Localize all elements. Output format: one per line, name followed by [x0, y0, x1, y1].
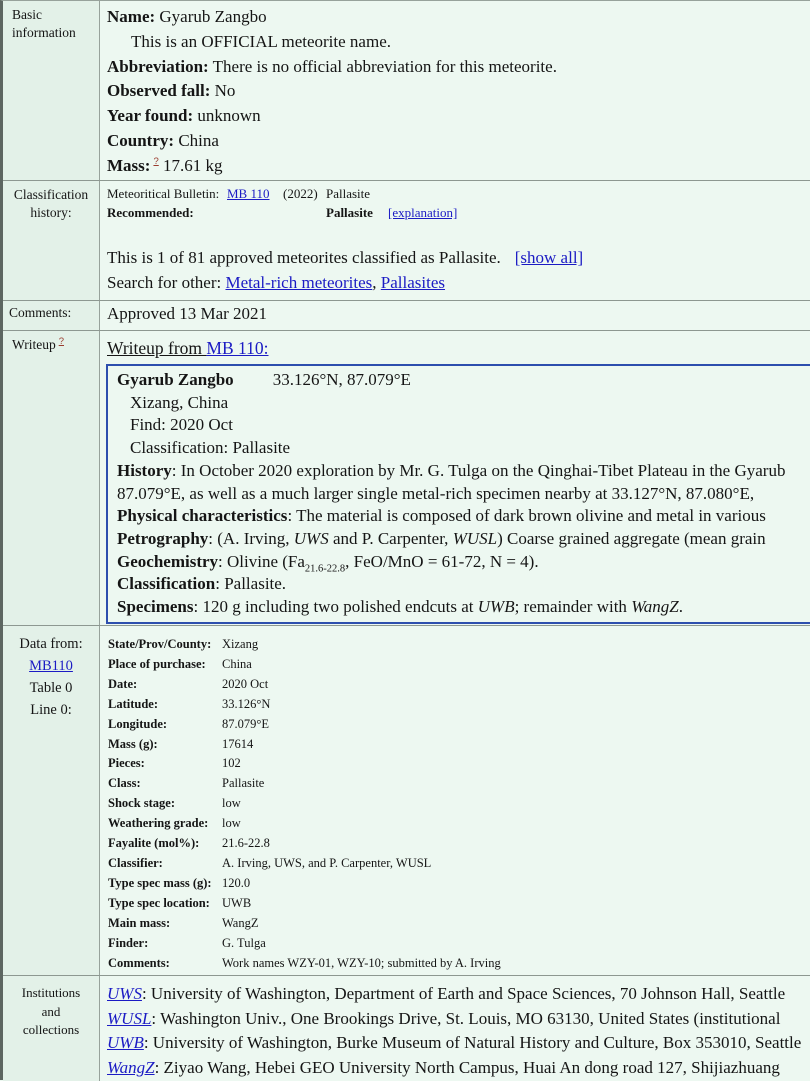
writeup-history-continued-line: 87.079°E, as well as a much larger single metal-rich specimen nearby at 33.127°N, 87.080°E,: [117, 483, 755, 503]
data-field-label: Date:: [108, 676, 138, 691]
help-icon[interactable]: ?: [58, 335, 64, 347]
row-label-line: Institutions: [21, 985, 81, 1000]
bulletin-year: (2022): [283, 186, 318, 201]
institution-row: [107, 1056, 810, 1081]
institution-abbr-link[interactable]: UWS: [107, 984, 142, 1003]
mass-value: 17.61 kg: [158, 155, 223, 175]
data-field-value: low: [222, 796, 241, 811]
recommended-label: Recommended:: [107, 205, 194, 220]
meteorite-name: Gyarub Zangbo: [117, 370, 234, 389]
row-label-line: Writeup: [12, 337, 56, 352]
writeup-classification-line: Classification: Pallasite: [130, 438, 291, 458]
data-field-row: [108, 675, 810, 695]
classified-count-text: This is 1 of 81 approved meteorites classified as Pallasite.: [107, 248, 501, 267]
abbreviation-label: Abbreviation:: [107, 56, 209, 76]
data-field-label: Pieces:: [108, 756, 145, 771]
data-field-value: WangZ: [222, 915, 259, 930]
data-from-text: Data from:: [19, 636, 83, 652]
data-field-label: Type spec mass (g):: [108, 875, 212, 890]
institutions-row: [3, 976, 810, 1081]
basic-information-content: [100, 1, 810, 180]
data-field-row: [108, 715, 810, 735]
data-field-label: Comments:: [108, 955, 170, 970]
writeup-content: [100, 331, 810, 625]
data-field-label: Mass (g):: [108, 736, 158, 751]
institution-abbr-link[interactable]: WangZ: [107, 1057, 155, 1077]
data-field-value: G. Tulga: [222, 935, 266, 950]
data-field-row: [108, 854, 810, 874]
data-field-value: China: [222, 656, 252, 671]
comments-row-label: Comments:: [3, 301, 100, 330]
data-field-label: Type spec location:: [108, 895, 210, 910]
explanation-link[interactable]: [explanation]: [388, 205, 458, 220]
data-from-row-label: [3, 626, 100, 975]
institution-abbr-link[interactable]: UWB: [107, 1033, 144, 1053]
institution-address: : University of Washington, Burke Museum of Natural History and Culture, Box 353010, Seattle: [143, 1033, 802, 1053]
basic-information-row: [3, 1, 810, 181]
data-field-row: [108, 894, 810, 914]
search-other-line: [107, 273, 445, 293]
abbreviation-field: [107, 55, 810, 80]
data-field-value: Pallasite: [222, 776, 265, 791]
row-label-line: Classification: [13, 187, 89, 202]
country-label: Country:: [107, 130, 175, 150]
data-field-label: Classifier:: [108, 855, 163, 870]
data-field-value: 21.6-22.8: [222, 836, 270, 851]
writeup-row: [3, 331, 810, 626]
basic-information-row-label: [3, 1, 100, 180]
recommended-class: Pallasite: [326, 205, 373, 220]
classified-count-line: [107, 248, 583, 268]
data-field-row: [108, 735, 810, 755]
data-field-row: [108, 934, 810, 954]
observed-fall-label: Observed fall:: [107, 81, 211, 101]
row-label-line: Basic: [12, 7, 42, 22]
data-field-value: 87.079°E: [222, 716, 270, 731]
data-field-label: Class:: [108, 776, 141, 791]
data-field-label: Weathering grade:: [108, 816, 209, 831]
institution-row: [107, 982, 810, 1007]
writeup-mb110-link[interactable]: MB 110:: [206, 338, 269, 358]
institutions-row-label: [3, 976, 100, 1081]
data-field-label: Longitude:: [108, 716, 168, 731]
institutions-content: [100, 976, 810, 1081]
name-field: [107, 5, 810, 30]
writeup-physical-line: Physical characteristics: The material is composed of dark brown olivine and metal in various: [117, 506, 766, 526]
year-found-value: unknown: [193, 106, 261, 126]
bulletin-link[interactable]: MB 110: [227, 186, 270, 201]
data-field-label: State/Prov/County:: [108, 637, 212, 651]
line-number: Line 0:: [30, 702, 72, 718]
classification-history-row-label: [3, 181, 100, 300]
writeup-title-line: [117, 369, 810, 392]
data-field-label: Finder:: [108, 935, 149, 950]
classification-history-row: [3, 181, 810, 301]
data-field-row: [108, 774, 810, 794]
data-field-value: 120.0: [222, 875, 251, 890]
row-label-line: and: [41, 1003, 61, 1019]
data-field-value: A. Irving, UWS, and P. Carpenter, WUSL: [222, 855, 432, 870]
abbreviation-value: There is no official abbreviation for this meteorite.: [208, 56, 557, 76]
data-field-row: [108, 655, 810, 675]
comments-row: [3, 301, 810, 331]
data-field-row: [108, 874, 810, 894]
bulletin-label: Meteoritical Bulletin:: [107, 186, 220, 201]
data-field-label: Fayalite (mol%):: [108, 836, 200, 851]
data-field-row: [108, 635, 810, 655]
help-icon[interactable]: ?: [153, 156, 159, 168]
search-separator: ,: [372, 273, 381, 292]
metal-rich-meteorites-link[interactable]: Metal-rich meteorites: [225, 273, 373, 292]
data-field-value: 33.126°N: [222, 696, 271, 711]
bulletin-class: Pallasite: [326, 186, 371, 201]
data-field-value: Work names WZY-01, WZY-10; submitted by A. Irving: [222, 955, 501, 970]
row-label-line: collections: [22, 1022, 80, 1037]
classification-history-content: [100, 181, 810, 300]
data-from-row: [3, 626, 810, 976]
data-field-label: Main mass:: [108, 915, 171, 930]
writeup-petrography-line: Petrography: (A. Irving, UWS and P. Carpenter, WUSL) Coarse grained aggregate (mean grain: [117, 528, 766, 548]
data-field-value: UWB: [222, 895, 252, 910]
data-field-row: [108, 834, 810, 854]
data-field-label: Place of purchase:: [108, 656, 206, 671]
institution-address: : University of Washington, Department of Earth and Space Sciences, 70 Johnson Hall, Seattle: [141, 984, 786, 1003]
institution-row: [107, 1007, 810, 1032]
data-field-row: [108, 954, 810, 974]
observed-fall-value: No: [210, 81, 236, 101]
writeup-box: [106, 364, 810, 624]
mb110-link[interactable]: MB110: [29, 658, 73, 674]
data-field-row: [108, 695, 810, 715]
official-name-note: This is an OFFICIAL meteorite name.: [131, 31, 391, 51]
pallasites-link[interactable]: Pallasites: [380, 273, 446, 292]
show-all-link[interactable]: [show all]: [514, 248, 584, 267]
country-field: [107, 129, 810, 154]
data-field-row: [108, 754, 810, 774]
row-label-line: history:: [30, 205, 72, 220]
observed-fall-field: [107, 79, 810, 104]
row-label-line: information: [12, 25, 76, 40]
comments-content: Approved 13 Mar 2021: [100, 301, 810, 330]
data-field-row: [108, 814, 810, 834]
name-value: Gyarub Zangbo: [155, 7, 267, 26]
mass-label: Mass:: [107, 155, 151, 175]
data-field-value: low: [222, 816, 241, 831]
data-field-value: 17614: [222, 736, 254, 751]
writeup-heading-prefix: Writeup from: [107, 338, 207, 358]
writeup-specimens-line: Specimens: 120 g including two polished endcuts at UWB; remainder with WangZ.: [117, 597, 683, 617]
year-found-label: Year found:: [107, 106, 194, 126]
data-field-label: Shock stage:: [108, 796, 176, 811]
data-from-content: [100, 626, 810, 975]
data-field-value: Xizang: [222, 637, 259, 651]
data-field-row: [108, 794, 810, 814]
writeup-find-line: Find: 2020 Oct: [130, 415, 233, 435]
name-label: Name:: [107, 7, 156, 26]
data-field-value: 102: [222, 756, 241, 771]
table-number: Table 0: [29, 680, 73, 696]
coordinates: 33.126°N, 87.079°E: [272, 370, 411, 389]
writeup-history-line: History: In October 2020 exploration by Mr. G. Tulga on the Qinghai-Tibet Plateau in the Gyarub: [117, 460, 786, 480]
institution-row: [107, 1031, 810, 1056]
writeup-heading: [100, 331, 810, 359]
institution-address: : Ziyao Wang, Hebei GEO University North Campus, Huai An dong road 127, Shijiazhuang: [154, 1057, 780, 1077]
data-field-row: [108, 914, 810, 934]
data-field-label: Latitude:: [108, 696, 158, 711]
writeup-geochemistry-line: Geochemistry: Olivine ($Fa_{21.6-22.8}$, FeO/MnO = 61-72, N = 4).: [117, 551, 539, 574]
institution-address: : Washington Univ., One Brookings Drive, St. Louis, MO 63130, United States (institutional: [151, 1008, 781, 1028]
country-value: China: [174, 130, 219, 150]
search-prefix: Search for other:: [107, 273, 226, 292]
writeup-region-line: Xizang, China: [130, 392, 229, 412]
mass-field: [107, 154, 810, 179]
writeup-classification2-line: Classification: Pallasite.: [117, 574, 287, 594]
writeup-row-label: [3, 331, 100, 625]
institution-abbr-link[interactable]: WUSL: [107, 1008, 152, 1028]
year-found-field: [107, 104, 810, 129]
data-field-value: 2020 Oct: [222, 676, 269, 691]
